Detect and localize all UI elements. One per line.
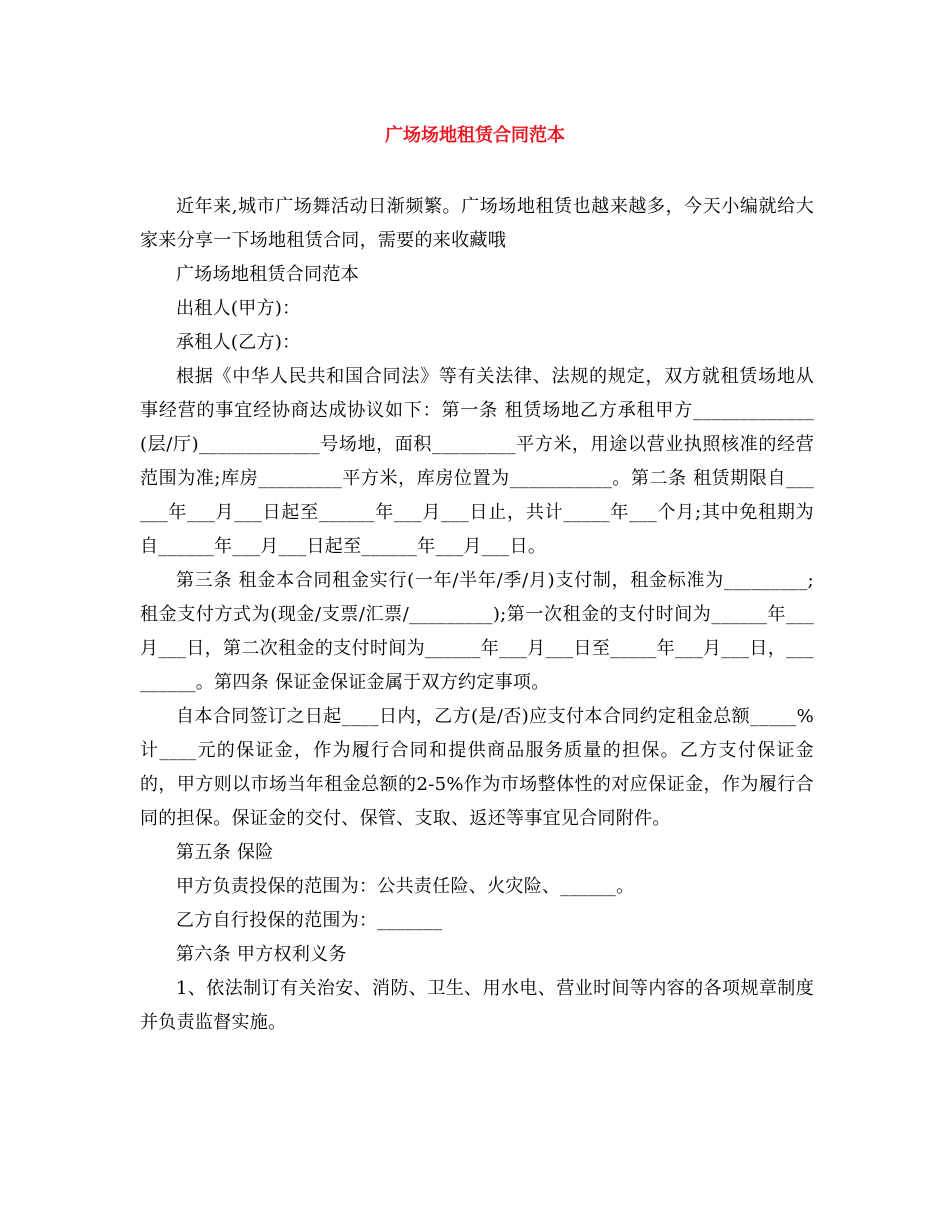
paragraph-article-3-4: 第三条 租金本合同租金实行(一年/半年/季/月)支付制，租金标准为_________;租金支付方式为(现金/支票/汇票/_________);第一次租金的支付时间为______年___月___日，第二次租金的支付时间为______年___月___日至_____年___月___日，_________。第四条 保证金保证金属于双方约定事项。 (140, 570, 814, 693)
paragraph-party-a-insurance: 甲方负责投保的范围为：公共责任险、火灾险、______。 (176, 876, 635, 897)
paragraph-heading: 广场场地租赁合同范本 (176, 264, 359, 285)
paragraph-article-5: 第五条 保险 (176, 842, 274, 863)
paragraph-article-1-2: 根据《中华人民共和国合同法》等有关法律、法规的规定，双方就租赁场地从事经营的事宜经协商达成协议如下：第一条 租赁场地乙方承租甲方_____________(层/厅)_____________号场地，面积_________平方米，用途以营业执照核准的经营范围为准;库房_________平方米，库房位置为___________。第二条 租赁期限自______年___月___日起至______年___月___日止，共计_____年___个月;其中免租期为自______年___月___日起至______年___月___日。 (140, 366, 814, 557)
paragraph-deposit: 自本合同签订之日起____日内，乙方(是/否)应支付本合同约定租金总额_____%计____元的保证金，作为履行合同和提供商品服务质量的担保。乙方支付保证金的，甲方则以市场当年租金总额的2-5%作为市场整体性的对应保证金，作为履行合同的担保。保证金的交付、保管、支取、返还等事宜见合同附件。 (140, 706, 814, 829)
document-body (140, 190, 814, 1040)
paragraph-party-b-insurance: 乙方自行投保的范围为：_______ (176, 910, 443, 931)
paragraph-intro: 近年来,城市广场舞活动日渐频繁。广场场地租赁也越来越多，今天小编就给大家来分享一下场地租赁合同，需要的来收藏哦 (140, 196, 814, 251)
paragraph-lessee: 承租人(乙方)： (176, 332, 301, 353)
document-title: 广场场地租赁合同范本 (385, 125, 565, 146)
paragraph-item-1: 1、依法制订有关治安、消防、卫生、用水电、营业时间等内容的各项规章制度并负责监督实施。 (140, 978, 814, 1033)
paragraph-article-6: 第六条 甲方权利义务 (176, 944, 347, 965)
paragraph-lessor: 出租人(甲方)： (176, 298, 301, 319)
